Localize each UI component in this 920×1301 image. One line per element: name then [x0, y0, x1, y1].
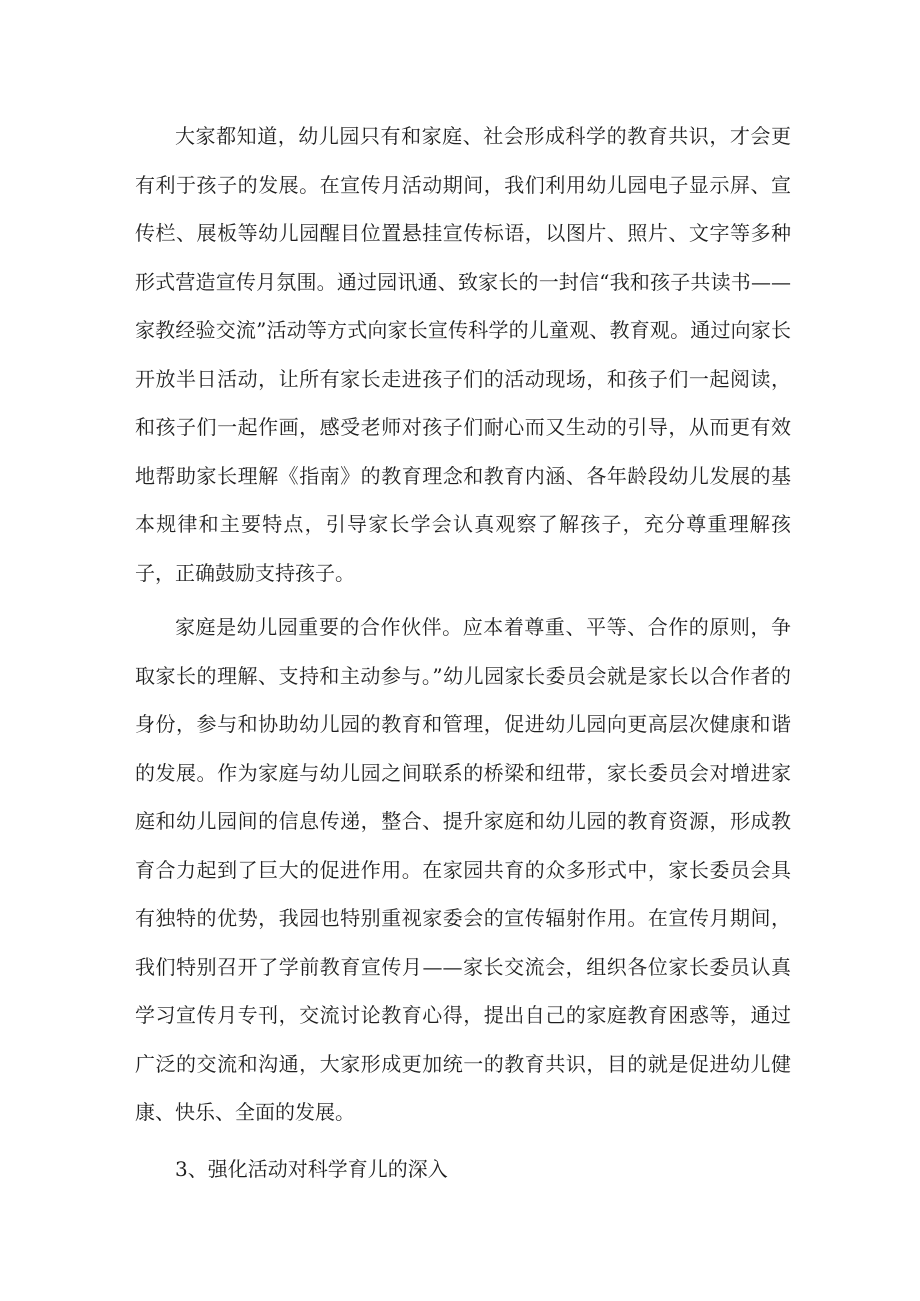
section-heading: 3、强化活动对科学育儿的深入 — [175, 1156, 448, 1181]
paragraph-parent-committee: 家庭是幼儿园重要的合作伙伴。应本着尊重、平等、合作的原则，争取家长的理解、支持和主动参与。”幼儿园家长委员会就是家长以合作者的身份，参与和协助幼儿园的教育和管理，促进幼儿园向更高层次健康和谐的发展。作为家庭与幼儿园之间联系的桥梁和纽带，家长委员会对增进家庭和幼儿园间的信息传递，整合、提升家庭和幼儿园的教育资源，形成教育合力起到了巨大的促进作用。在家园共育的众多形式中，家长委员会具有独特的优势，我园也特别重视家委会的宣传辐射作用。在宣传月期间，我们特别召开了学前教育宣传月——家长交流会，组织各位家长委员认真学习宣传月专刊，交流讨论教育心得，提出自己的家庭教育困惑等，通过广泛的交流和沟通，大家形成更加统一的教育共识，目的就是促进幼儿健康、快乐、全面的发展。 — [135, 615, 791, 1124]
paragraph-home-school-consensus: 大家都知道，幼儿园只有和家庭、社会形成科学的教育共识，才会更有利于孩子的发展。在宣传月活动期间，我们利用幼儿园电子显示屏、宣传栏、展板等幼儿园醒目位置悬挂宣传标语，以图片、照片、文字等多种形式营造宣传月氛围。通过园讯通、致家长的一封信“我和孩子共读书——家教经验交流”活动等方式向家长宣传科学的儿童观、教育观。通过向家长开放半日活动，让所有家长走进孩子们的活动现场，和孩子们一起阅读，和孩子们一起作画，感受老师对孩子们耐心而又生动的引导，从而更有效地帮助家长理解《指南》的教育理念和教育内涵、各年龄段幼儿发展的基本规律和主要特点，引导家长学会认真观察了解孩子，充分尊重理解孩子，正确鼓励支持孩子。 — [135, 124, 791, 585]
document-body — [135, 112, 791, 1193]
